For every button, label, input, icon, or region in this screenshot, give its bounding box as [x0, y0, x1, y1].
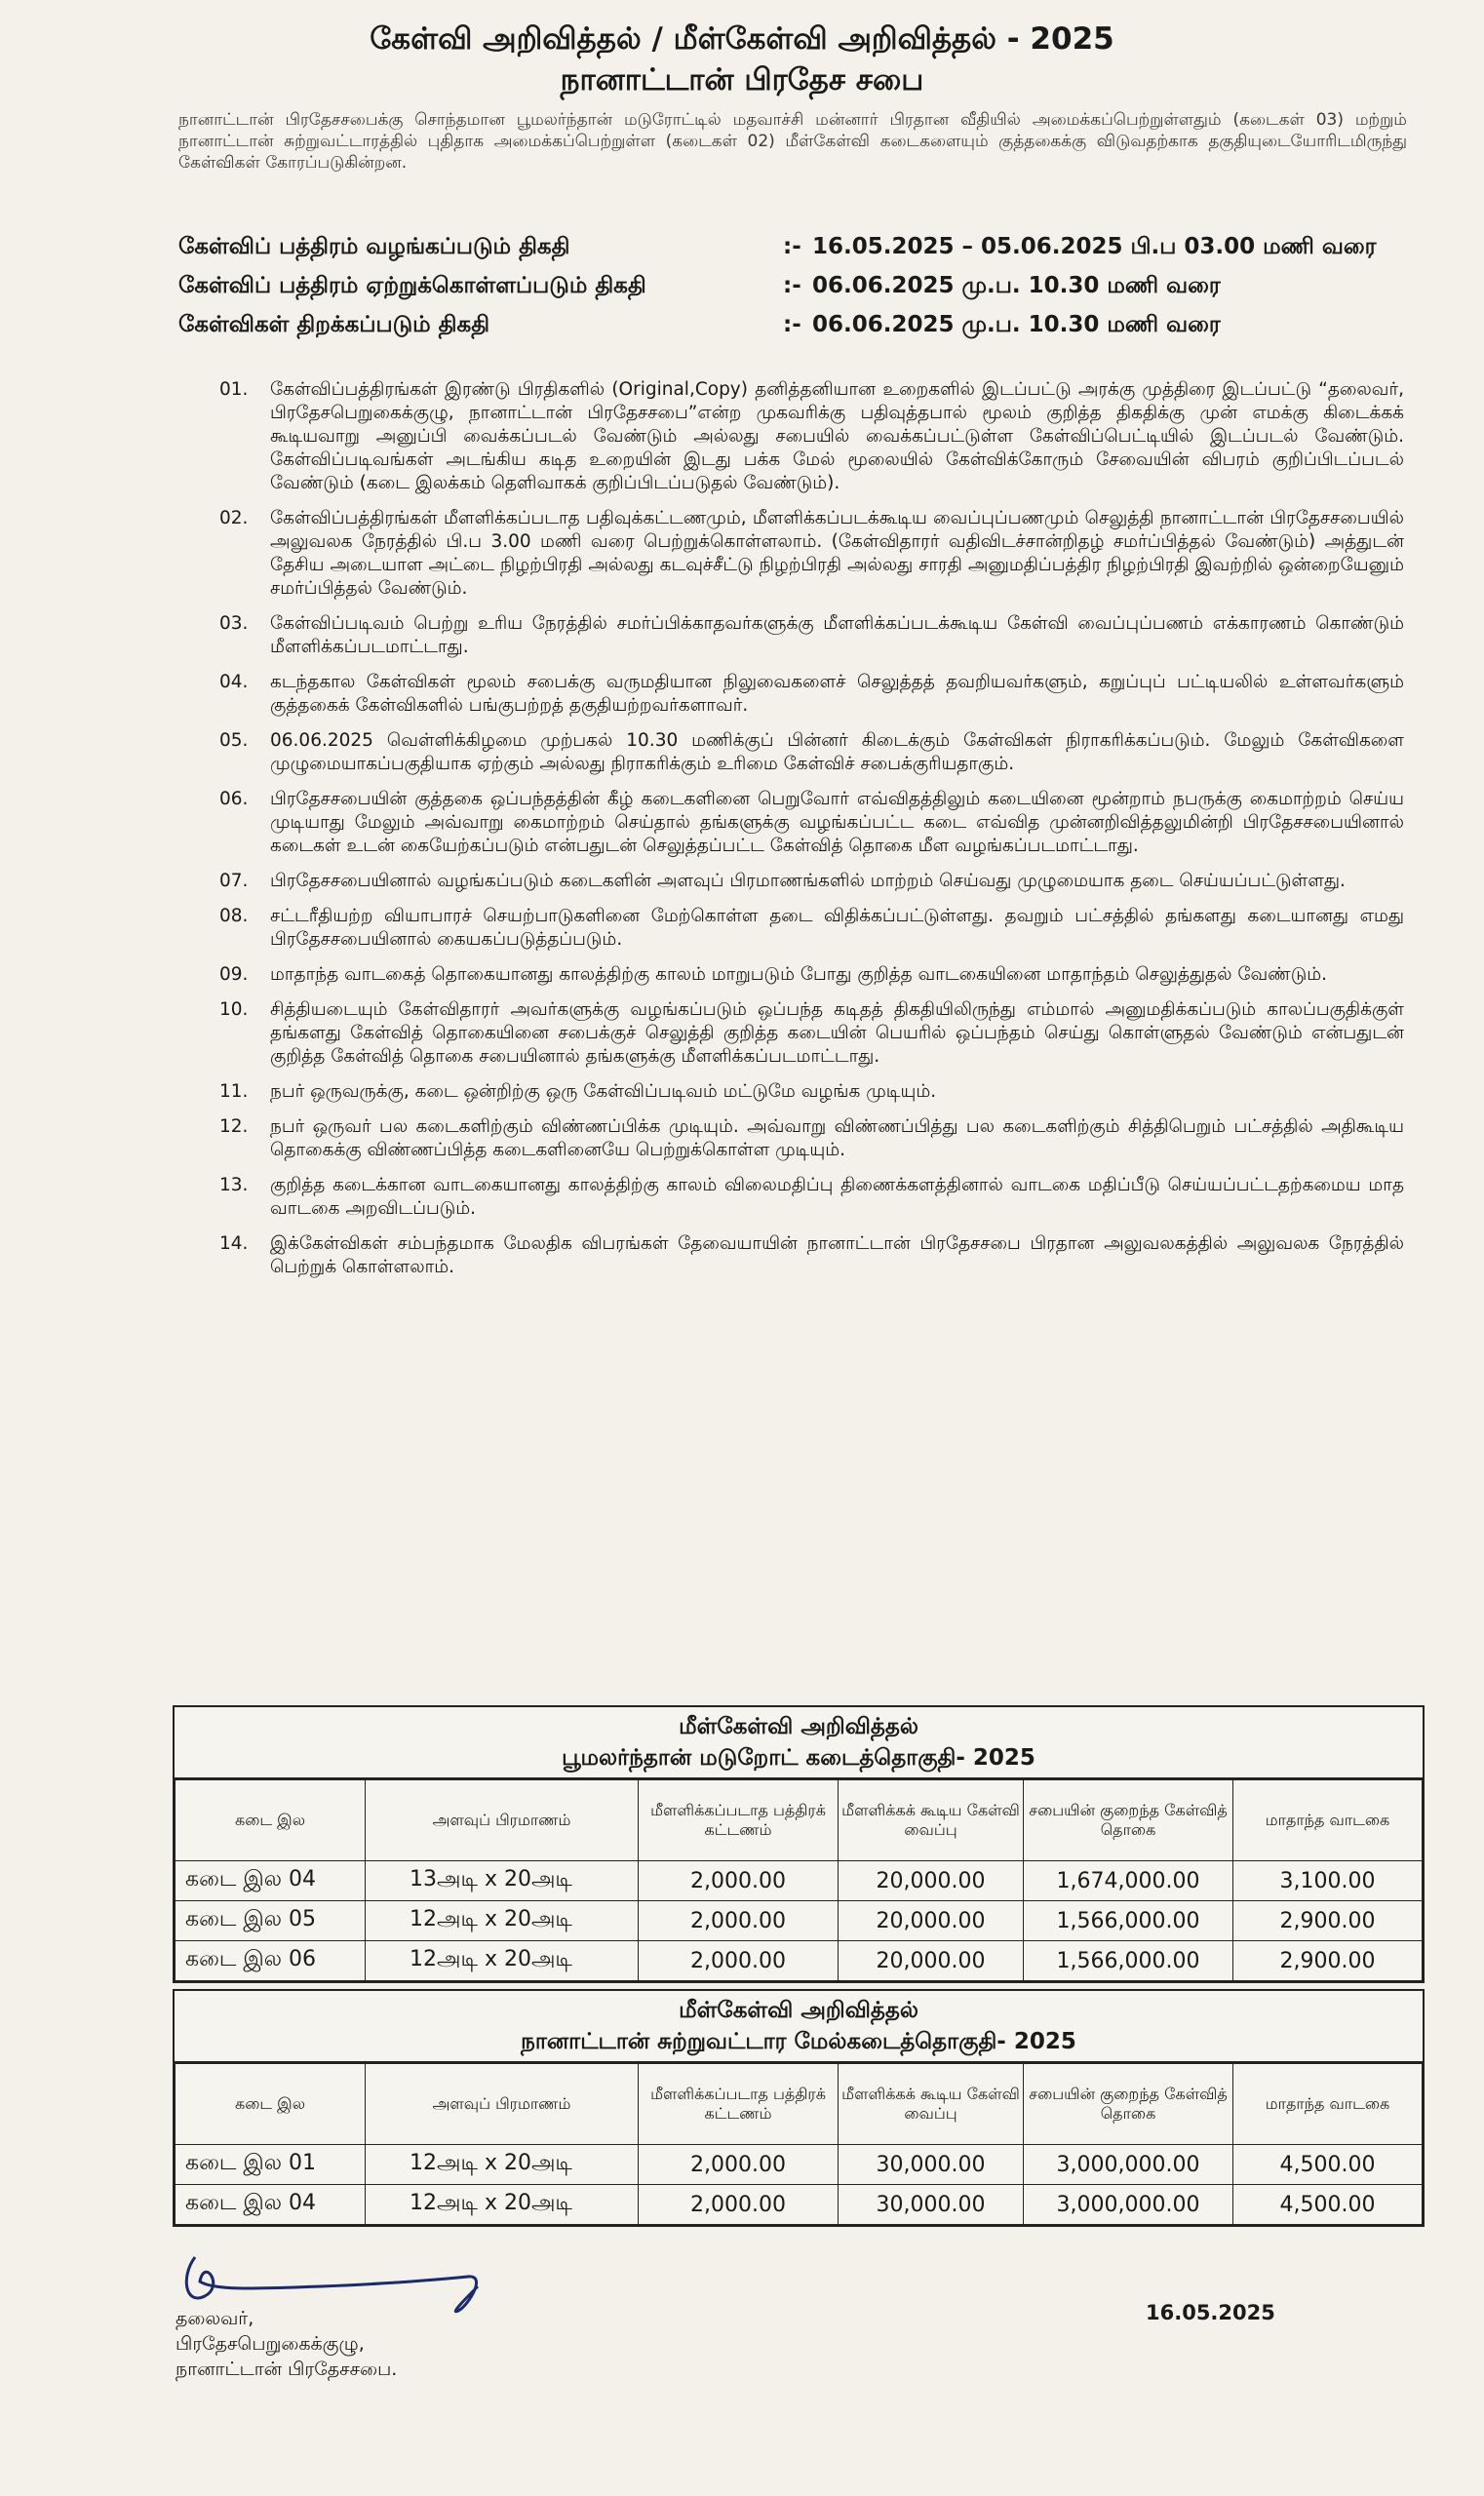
table-cell: 30,000.00: [839, 2185, 1024, 2225]
condition-text: 06.06.2025 வெள்ளிக்கிழமை முற்பகல் 10.30 மணிக்குப் பின்னர் கிடைக்கும் கேள்விகள் நிராகரிக்கப்படும். மேலும் கேள்விகளை முழுமையாகப்பகுதியாக ஏற்கும் அல்லது நிராகரிக்கும் உரிமை கேள்விச் சபைக்குரியதாகும்.: [270, 730, 1404, 774]
table-cell: 30,000.00: [839, 2145, 1024, 2185]
condition-item: [219, 612, 1404, 659]
table-caption: [175, 1707, 1423, 1779]
condition-number: 14.: [219, 1233, 249, 1254]
condition-item: [219, 963, 1404, 987]
footer-date: 16.05.2025: [1146, 2301, 1275, 2324]
table-cell: 2,000.00: [639, 1901, 839, 1941]
condition-number: 13.: [219, 1175, 249, 1195]
signatory-title: தலைவர்,: [176, 2308, 254, 2329]
table-cell: 2,900.00: [1233, 1901, 1423, 1941]
table-cell: 2,000.00: [639, 1941, 839, 1981]
table-cell: கடை இல 06: [176, 1941, 366, 1981]
table-cell: 20,000.00: [839, 1901, 1024, 1941]
condition-number: 01.: [219, 379, 249, 400]
column-header: மீளளிக்கப்படாத பத்திரக் கட்டணம்: [639, 1780, 839, 1861]
table-caption-line2: நானாட்டான் சுற்றுவட்டார மேல்கடைத்தொகுதி- 2025: [521, 2029, 1076, 2054]
condition-number: 06.: [219, 789, 249, 809]
condition-text: நபர் ஒருவர் பல கடைகளிற்கும் விண்ணப்பிக்க முடியும். அவ்வாறு விண்ணப்பித்து பல கடைகளிற்கும் சித்திபெறும் பட்சத்தில் அதிகூடிய தொகைக்கு விண்ணப்பித்த கடைகளினையே பெற்றுக்கொள்ள முடியும்.: [270, 1116, 1404, 1160]
table-cell: கடை இல 01: [176, 2145, 366, 2185]
condition-item: [219, 998, 1404, 1069]
table-cell: 4,500.00: [1233, 2185, 1423, 2225]
table-header-row: [176, 2064, 1423, 2145]
condition-text: இக்கேள்விகள் சம்பந்தமாக மேலதிக விபரங்கள் தேவையாயின் நானாட்டான் பிரதேசசபை பிரதான அலுவலகத்தில் அலுவலக நேரத்தில் பெற்றுக் கொள்ளலாம்.: [270, 1233, 1404, 1277]
table-cell: 2,900.00: [1233, 1941, 1423, 1981]
table-row: [176, 1861, 1423, 1901]
condition-item: [219, 905, 1404, 952]
date-row: [178, 273, 1407, 312]
date-row: [178, 312, 1407, 351]
table-cell: 13அடி x 20அடி: [366, 1861, 639, 1901]
condition-item: [219, 1232, 1404, 1279]
column-header: மீளளிக்கப்படாத பத்திரக் கட்டணம்: [639, 2064, 839, 2145]
table-row: [176, 2145, 1423, 2185]
date-value: 06.06.2025 மு.ப. 10.30 மணி வரை: [812, 273, 1221, 298]
table-cell: 1,674,000.00: [1024, 1861, 1233, 1901]
condition-number: 09.: [219, 964, 249, 985]
condition-text: கேள்விப்படிவம் பெற்று உரிய நேரத்தில் சமர்ப்பிக்காதவர்களுக்கு மீளளிக்கப்படக்கூடிய கேள்வி வைப்புப்பணம் எக்காரணம் கொண்டும் மீளளிக்கப்படமாட்டாது.: [270, 613, 1404, 657]
condition-text: பிரதேசசபையின் குத்தகை ஒப்பந்தத்தின் கீழ் கடைகளினை பெறுவோர் எவ்விதத்திலும் கடையினை மூன்றாம் நபருக்கு கைமாற்றம் செய்ய முடியாது மேலும் அவ்வாறு கைமாற்றம் செய்தால் தங்களுக்கு வழங்கப்பட்ட கடை எவ்வித முன்னறிவித்தலுமின்றி பிரதேசசபையினால் கடைகள் உடன் கையேற்கப்படும் என்பதுடன் செலுத்தப்பட்ட கேள்வித் தொகை மீள வழங்கப்படமாட்டாது.: [270, 789, 1404, 856]
table-caption-line1: மீள்கேள்வி அறிவித்தல்: [679, 1998, 918, 2023]
column-header: அளவுப் பிரமாணம்: [366, 1780, 639, 1861]
table-row: [176, 2185, 1423, 2225]
condition-number: 11.: [219, 1081, 249, 1102]
table-cell: 12அடி x 20அடி: [366, 1901, 639, 1941]
column-header: மாதாந்த வாடகை: [1233, 1780, 1423, 1861]
table-cell: 3,000,000.00: [1024, 2185, 1233, 2225]
table-row: [176, 1901, 1423, 1941]
condition-item: [219, 1080, 1404, 1104]
table-cell: 12அடி x 20அடி: [366, 1941, 639, 1981]
date-value: 06.06.2025 மு.ப. 10.30 மணி வரை: [812, 312, 1221, 337]
table-header-row: [176, 1780, 1423, 1861]
shop-table-poomalarnthan: [173, 1705, 1425, 1983]
table-cell: கடை இல 05: [176, 1901, 366, 1941]
column-header: சபையின் குறைந்த கேள்வித் தொகை: [1024, 1780, 1233, 1861]
table-cell: 2,000.00: [639, 2145, 839, 2185]
table-caption-line2: பூமலர்ந்தான் மடுறோட் கடைத்தொகுதி- 2025: [562, 1745, 1035, 1771]
table-cell: 2,000.00: [639, 2185, 839, 2225]
condition-item: [219, 378, 1404, 495]
condition-text: பிரதேசசபையினால் வழங்கப்படும் கடைகளின் அளவுப் பிரமாணங்களில் மாற்றம் செய்வது முழுமையாக தடை செய்யப்பட்டுள்ளது.: [270, 871, 1346, 891]
table-cell: கடை இல 04: [176, 2185, 366, 2225]
signatory-committee: பிரதேசபெறுகைக்குழு,: [176, 2333, 365, 2355]
conditions-list: [219, 378, 1404, 1291]
date-label: கேள்விகள் திறக்கப்படும் திகதி: [178, 312, 490, 337]
table-grid: [175, 2063, 1423, 2225]
table-cell: 20,000.00: [839, 1941, 1024, 1981]
condition-item: [219, 1115, 1404, 1162]
date-value: 16.05.2025 – 05.06.2025 பி.ப 03.00 மணி வரை: [812, 234, 1377, 259]
dates-section: [178, 234, 1407, 351]
condition-text: மாதாந்த வாடகைத் தொகையானது காலத்திற்கு காலம் மாறுபடும் போது குறித்த வாடகையினை மாதாந்தம் செலுத்துதல் வேண்டும்.: [270, 964, 1328, 985]
table-row: [176, 1941, 1423, 1981]
column-header: மீளளிக்கக் கூடிய கேள்வி வைப்பு: [839, 1780, 1024, 1861]
date-separator: :-: [783, 312, 801, 337]
table-cell: 20,000.00: [839, 1861, 1024, 1901]
page-subtitle: நானாட்டான் பிரதேச சபை: [560, 62, 924, 98]
date-separator: :-: [783, 234, 801, 259]
column-header: சபையின் குறைந்த கேள்வித் தொகை: [1024, 2064, 1233, 2145]
column-header: கடை இல: [176, 1780, 366, 1861]
table-cell: 12அடி x 20அடி: [366, 2145, 639, 2185]
column-header: மீளளிக்கக் கூடிய கேள்வி வைப்பு: [839, 2064, 1024, 2145]
condition-text: குறித்த கடைக்கான வாடகையானது காலத்திற்கு காலம் விலைமதிப்பு திணைக்களத்தினால் வாடகை மதிப்பீடு செய்யப்பட்டதற்கமைய மாத வாடகை அறவிடப்படும்.: [270, 1175, 1404, 1219]
table-cell: 12அடி x 20அடி: [366, 2185, 639, 2225]
condition-text: கேள்விப்பத்திரங்கள் மீளளிக்கப்படாத பதிவுக்கட்டணமும், மீளளிக்கப்படக்கூடிய வைப்புப்பணமும் செலுத்தி நானாட்டான் பிரதேசசபையில் அலுவலக நேரத்தில் பி.ப 3.00 மணி வரை பெற்றுக்கொள்ளலாம். (கேள்விதாரர் வதிவிடச்சான்றிதழ் சமர்ப்பித்தல் வேண்டும்) அத்துடன் தேசிய அடையாள அட்டை நிழற்பிரதி அல்லது கடவுச்சீட்டு நிழற்பிரதி அல்லது சாரதி அனுமதிப்பத்திர நிழற்பிரதி இவற்றில் ஒன்றையேனும் சமர்ப்பித்தல் வேண்டும்.: [270, 508, 1404, 599]
date-label: கேள்விப் பத்திரம் வழங்கப்படும் திகதி: [178, 234, 570, 259]
page-title: கேள்வி அறிவித்தல் / மீள்கேள்வி அறிவித்தல் - 2025: [370, 21, 1114, 57]
signatory-office: நானாட்டான் பிரதேசசபை.: [176, 2359, 398, 2380]
condition-text: சித்தியடையும் கேள்விதாரர் அவர்களுக்கு வழங்கப்படும் ஒப்பந்த கடிதத் திகதியிலிருந்து எம்மால் அனுமதிக்கப்படும் காலப்பகுதிக்குள் தங்களது கேள்வித் தொகையினை சபைக்குச் செலுத்தி குறித்த கடையின் பெயரில் ஒப்பந்தம் செய்து கொள்ளுதல் வேண்டும் என்பதுடன் குறித்த கேள்வித் தொகை சபையினால் தங்களுக்கு மீளளிக்கப்படமாட்டாது.: [270, 999, 1404, 1067]
column-header: அளவுப் பிரமாணம்: [366, 2064, 639, 2145]
condition-item: [219, 1174, 1404, 1221]
signatory-block: [176, 2306, 397, 2382]
condition-item: [219, 729, 1404, 776]
condition-text: கடந்தகால கேள்விகள் மூலம் சபைக்கு வருமதியான நிலுவைகளைச் செலுத்தத் தவறியவர்களும், கறுப்புப் பட்டியலில் உள்ளவர்களும் குத்தகைக் கேள்விகளில் பங்குபற்றத் தகுதியற்றவர்களாவர்.: [270, 672, 1404, 716]
condition-item: [219, 788, 1404, 858]
condition-number: 07.: [219, 871, 249, 891]
condition-number: 08.: [219, 906, 249, 926]
table-cell: 4,500.00: [1233, 2145, 1423, 2185]
table-cell: 1,566,000.00: [1024, 1941, 1233, 1981]
table-cell: 1,566,000.00: [1024, 1901, 1233, 1941]
condition-number: 05.: [219, 730, 249, 751]
date-separator: :-: [783, 273, 801, 298]
condition-item: [219, 507, 1404, 601]
intro-paragraph: நானாட்டான் பிரதேசசபைக்கு சொந்தமான பூமலர்ந்தான் மடுரோட்டில் மதவாச்சி மன்னார் பிரதான வீதியில் அமைக்கப்பெற்றுள்ளதும் (கடைகள் 03) மற்றும் நானாட்டான் சுற்றுவட்டாரத்தில் புதிதாக அமைக்கப்பெற்றுள்ள (கடைகள் 02) மீள்கேள்வி கடைகளையும் குத்தகைக்கு விடுவதற்காக தகுதியுடையோரிடமிருந்து கேள்விகள் கோரப்படுகின்றன.: [178, 110, 1407, 173]
table-caption: [175, 1991, 1423, 2063]
table-grid: [175, 1779, 1423, 1981]
column-header: மாதாந்த வாடகை: [1233, 2064, 1423, 2145]
shop-table-nanattan: [173, 1989, 1425, 2227]
table-cell: கடை இல 04: [176, 1861, 366, 1901]
column-header: கடை இல: [176, 2064, 366, 2145]
date-label: கேள்விப் பத்திரம் ஏற்றுக்கொள்ளப்படும் திகதி: [178, 273, 646, 298]
table-cell: 3,000,000.00: [1024, 2145, 1233, 2185]
condition-item: [219, 870, 1404, 893]
condition-number: 04.: [219, 672, 249, 692]
condition-text: சட்டரீதியற்ற வியாபாரச் செயற்பாடுகளினை மேற்கொள்ள தடை விதிக்கப்பட்டுள்ளது. தவறும் பட்சத்தில் தங்களது கடையானது எமது பிரதேசசபையினால் கையகப்படுத்தப்படும்.: [270, 906, 1404, 950]
condition-item: [219, 671, 1404, 718]
condition-text: கேள்விப்பத்திரங்கள் இரண்டு பிரதிகளில் (Original,Copy) தனித்தனியான உறைகளில் இடப்பட்டு அரக்கு முத்திரை இடப்பட்டு “தலைவர், பிரதேசபெறுகைக்குழு, நானாட்டான் பிரதேசசபை”என்ற முகவரிக்கு பதிவுத்தபால் மூலம் குறித்த திகதிக்கு முன் எமக்கு கிடைக்கக் கூடியவாறு அனுப்பி வைக்கப்படல் வேண்டும் அல்லது சபையில் வைக்கப்பட்டுள்ள கேள்விப்பெட்டியில் இடப்படல் வேண்டும். கேள்விப்படிவங்கள் அடங்கிய கடித உறையின் இடது பக்க மேல் மூலையில் கேள்விக்கோரும் சேவையின் விபரம் குறிப்பிடப்படல் வேண்டும் (கடை இலக்கம் தெளிவாகக் குறிப்பிடப்படுதல் வேண்டும்).: [270, 379, 1404, 493]
table-cell: 3,100.00: [1233, 1861, 1423, 1901]
condition-number: 03.: [219, 613, 249, 634]
table-cell: 2,000.00: [639, 1861, 839, 1901]
condition-number: 02.: [219, 508, 249, 528]
condition-number: 12.: [219, 1116, 249, 1137]
date-row: [178, 234, 1407, 273]
table-caption-line1: மீள்கேள்வி அறிவித்தல்: [679, 1714, 918, 1739]
condition-number: 10.: [219, 999, 249, 1020]
condition-text: நபர் ஒருவருக்கு, கடை ஒன்றிற்கு ஒரு கேள்விப்படிவம் மட்டுமே வழங்க முடியும்.: [270, 1081, 937, 1102]
